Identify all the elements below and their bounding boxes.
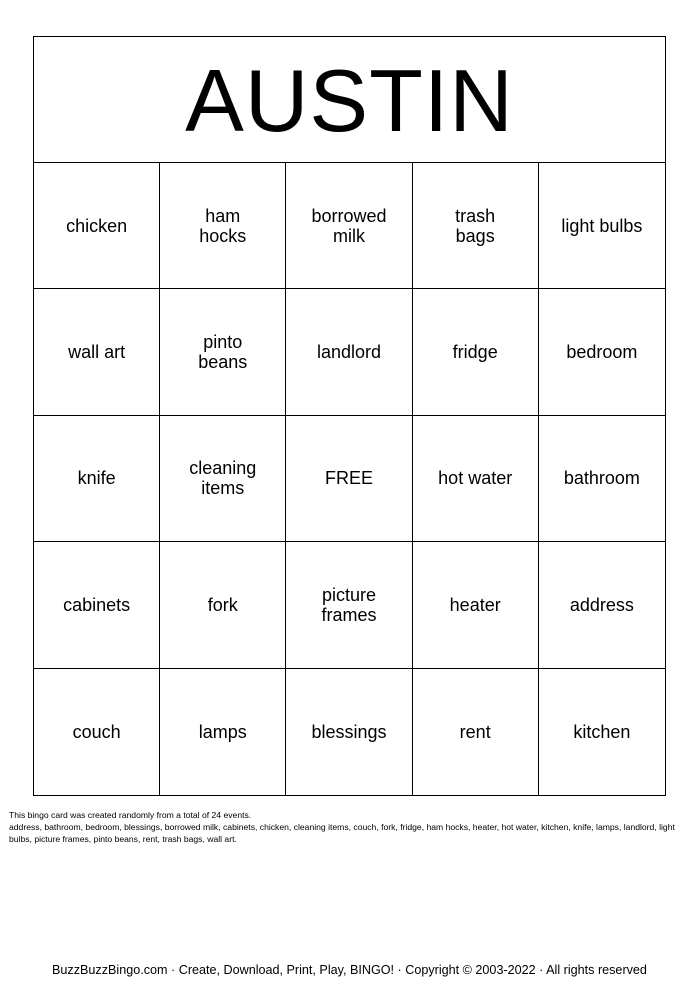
bingo-cell-text: kitchen [573, 721, 631, 742]
bingo-cell [160, 669, 286, 795]
bingo-cell [34, 163, 160, 289]
bingo-cell-text: picture frames [321, 584, 377, 625]
bingo-cell-text: address [569, 594, 634, 615]
bingo-cell [539, 163, 665, 289]
bingo-cell [160, 542, 286, 668]
bingo-cell-text: cleaning items [189, 458, 257, 499]
bingo-cell [160, 289, 286, 415]
footer-copyright: BuzzBuzzBingo.com · Create, Download, Print, Play, BINGO! · Copyright © 2003-2022 · All rights reserved [52, 963, 647, 977]
bingo-cell [286, 669, 412, 795]
bingo-cell-text: bathroom [563, 468, 640, 489]
bingo-card [33, 36, 666, 796]
bingo-cell-text: light bulbs [561, 215, 643, 236]
bingo-cell-text: blessings [311, 721, 387, 742]
bingo-cell-text: landlord [316, 342, 382, 363]
bingo-cell-text: trash bags [455, 205, 496, 246]
bingo-cell [34, 542, 160, 668]
bingo-cell [160, 163, 286, 289]
bingo-cell-text: lamps [198, 721, 247, 742]
bingo-cell [286, 289, 412, 415]
bingo-cell [34, 669, 160, 795]
bingo-cell-text: cabinets [63, 594, 131, 615]
bingo-cell [286, 416, 412, 542]
bingo-cell [413, 289, 539, 415]
bingo-cell-text: pinto beans [198, 332, 248, 373]
bingo-cell [286, 163, 412, 289]
bingo-cell [413, 416, 539, 542]
bingo-cell-text: couch [72, 721, 121, 742]
bingo-cell-text: rent [459, 721, 491, 742]
notes-summary: This bingo card was created randomly from a total of 24 events. [9, 810, 252, 820]
bingo-cell-text: chicken [66, 215, 128, 236]
bingo-cell [34, 289, 160, 415]
bingo-cell [413, 542, 539, 668]
bingo-cell-text: hot water [438, 468, 513, 489]
bingo-cell-text: fridge [452, 342, 498, 363]
bingo-cell [539, 289, 665, 415]
bingo-cell [286, 542, 412, 668]
title-cell [34, 37, 665, 163]
bingo-cell-text: knife [77, 468, 116, 489]
bingo-cell-text: heater [449, 594, 501, 615]
bingo-cell-text: wall art [68, 342, 126, 363]
bingo-cell [34, 416, 160, 542]
bingo-cell-text: borrowed milk [311, 205, 387, 246]
bingo-cell [539, 669, 665, 795]
card-notes [9, 809, 691, 845]
bingo-cell [539, 416, 665, 542]
bingo-grid [34, 163, 665, 795]
bingo-cell [539, 542, 665, 668]
bingo-cell-text: FREE [324, 468, 373, 489]
bingo-cell-text: ham hocks [199, 205, 247, 246]
bingo-cell [413, 669, 539, 795]
bingo-cell-text: fork [207, 594, 238, 615]
notes-event-list: address, bathroom, bedroom, blessings, borrowed milk, cabinets, chicken, cleaning items, couch, fork, fridge, ham hocks, heater, hot water, kitchen, knife, lamps, landlord, light bulbs, picture frames, pinto beans, rent, trash bags, wall art. [9, 822, 675, 844]
card-title: AUSTIN [185, 50, 514, 150]
bingo-cell [160, 416, 286, 542]
bingo-cell-text: bedroom [566, 342, 638, 363]
bingo-cell [413, 163, 539, 289]
